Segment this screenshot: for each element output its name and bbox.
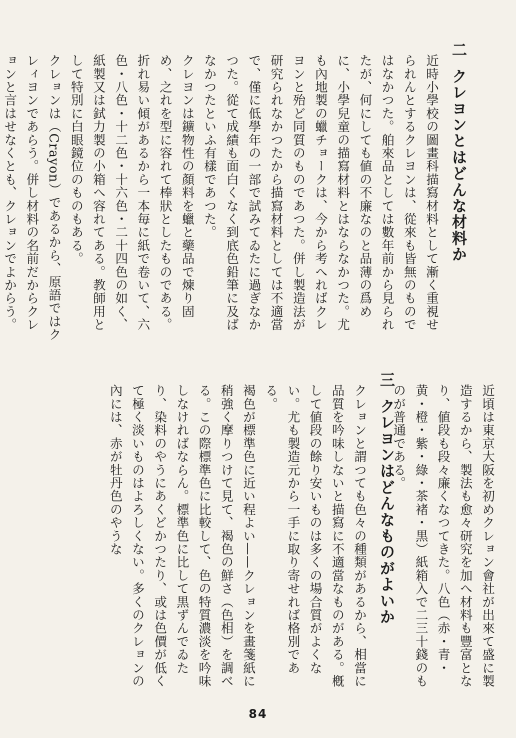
section-2-paragraph: クレョンは（Crayon）であるから、原語ではクレィヨンであらう。併し材料の名前だからクレョンと言はせなくとも、クレョンでよからう。: [2, 54, 62, 342]
page-number: 84: [248, 707, 268, 721]
section-3-title: クレヨンはどんなものがよいか: [378, 398, 396, 626]
section-2-continuation: [391, 372, 498, 690]
section-3-number: 三: [378, 372, 396, 389]
section-2-heading: [449, 42, 470, 342]
section-2-body: [2, 42, 442, 342]
section-3-body: [40, 372, 370, 690]
section-2-title: クレヨンとはどんな材料か: [450, 68, 468, 263]
section-3-paragraph: クレョンと謂つても色々の種類があるから、相當に品質を吟味しないと描寫に不適當なものがある。槪して値段の餘り安いものは多くの場合質がよくない。尤も製造元から一手に取り寄せれば格別である。: [263, 384, 367, 688]
section-2-paragraph: クレヨンは鑛物性の顏料を蠟と藥品で煉り固め、之れを型に容れて棒狀としたものである。折れ易い傾があるから一本毎に紙で卷いて、六色・八色・十二色・十六色・二十四色の如く、紙製又は鉽力製の小箱へ容れてある。教師用として特別に白眼鏡位のものもある。: [68, 54, 195, 332]
section-3-heading: [377, 372, 398, 690]
section-2-paragraph: 近時小學校の圖畫科描寫材料として漸く重視せられんとするクレヨンは、從來も皆無のものではなかつた。舶來品としては數年前から見られたが、何にしても値の不廉なのと品薄の爲めに、小學兒童の描寫材料とはならなかつた。尤も內地製の蠟チョークは、今から考へればクレヨンと殆ど同質のものであつた。併し製造法が研究られなかつたから描寫材料としては不適當で、僅に低學年の一部で試みてゐたに過ぎなかつた。從て成績も面白くなく到底色鉛筆に及ばなかつたといふ有樣であつた。: [201, 54, 439, 332]
section-2-number: 二: [450, 42, 468, 59]
section-3-paragraph: 褐色が標準色に近い程よい——クレョンを畫箋紙に稍強く摩りつけて見て、褐色の鮮さ（色相）を調べる。この際標準色に比較して、色の特質濃淡を吟味しなければならん。標準色に比して黒ずんでゐたり、染料のやうにあくどかつたり、或は色價が低くて極く淡いものはよろしくない。多くのクレョンの內には、赤が牡丹色のやうな: [107, 384, 256, 688]
section-2-paragraph: 近頃は東京大阪を初めクレョン會社が出來て盛に製造するから、製法も愈々研究を加へ材料も豐富となり、値段も段々廉くなつてきた。八色（赤・青・黄・橙・紫・綠・茶褚・黒）紙箱入で二三十錢のものが普通である。: [391, 384, 495, 688]
